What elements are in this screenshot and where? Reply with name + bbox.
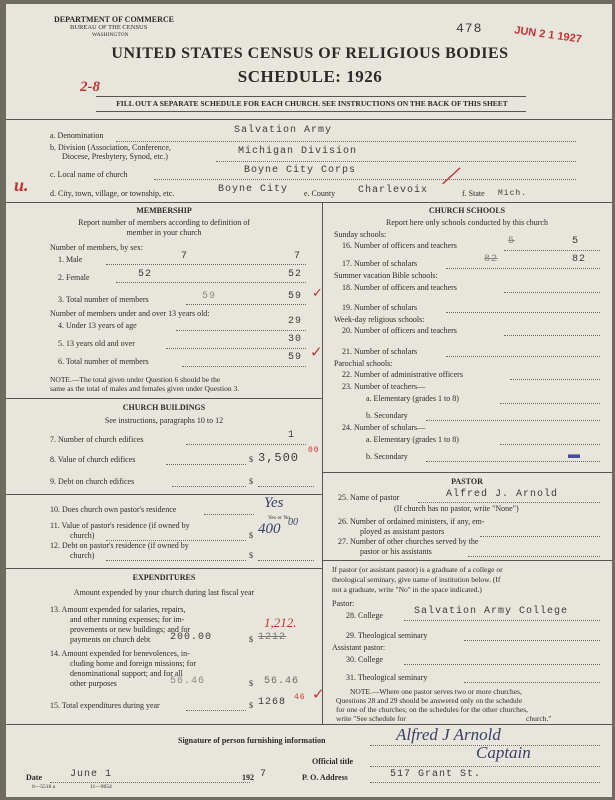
pastor-note-5: church."	[526, 714, 552, 723]
q16-b: 5	[572, 236, 580, 247]
q13-a: 200.00	[170, 632, 213, 643]
q10-hint: Yes or No	[268, 515, 291, 521]
grad-instr-1: If pastor (or assistant pastor) is a graduate of a college or	[332, 565, 503, 574]
state-label: f. State	[462, 189, 485, 198]
q25-label: 25. Name of pastor	[338, 493, 400, 502]
q30-label: 30. College	[346, 655, 383, 664]
q13-b: 1212	[258, 632, 287, 643]
buildings-heading: CHURCH BUILDINGS	[122, 403, 206, 412]
q1-b: 7	[294, 251, 302, 262]
q28-value: Salvation Army College	[414, 606, 569, 617]
denomination-value: Salvation Army	[234, 125, 333, 136]
q6-value: 59	[288, 352, 303, 363]
census-schedule-form: DEPARTMENT OF COMMERCE BUREAU OF THE CENSUS WASHINGTON 478 JUN 2 1 1927 UNITED STATES CENSUS OF RELIGIOUS BODIES SCHEDULE: 1926 2-8 FILL OUT A SEPARATE SCHEDULE FOR EACH CHURCH. SEE INSTRUCTIONS ON THE BACK OF THIS SHEET a. Denomination Salvation Army b. Division (Association, Conference, Diocese, Presbytery, Synod, etc.) Michigan Division c. Local name of church Boyne City Corps u. d. City, town, village, or township, etc. Boyne City e. County Charlevoix ╱ f. State Mich. MEMBERSHIP Report number of members according to definition of member in your church Number of members, by sex: 1. Male 7 7 2. Female 52 52 3. Total number of members 59 59 ✓ Number of members under and over 13 years old: 4. Under 13 years of age 29 5. 13 years old and over 30 6. Total number of members 59 ✓ NOTE.—The total given under Question 6 should be the same as the total of males and females given under Question 3. CHURCH BUILDINGS See instructions, paragraphs 10 to 12 7. Number of church edifices 1 8. Value of church edifices $ 3,500 00 9. Debt on church edifices $ 10. Does church own pastor's residence Yes Yes or No 11. Value of pastor's residence (if owned by church) $ 400 00 12. Debt on pastor's residence (if owned by church) $ EXPENDITURES Amount expended by your church during last fiscal year 13. Amount expended for salaries, repairs, and other running expenses; for im- provements or new buildings; and for payments on church debt 1,212. $ 200.00 1212 14. Amount expended for benevolences, in- cluding home and foreign missions; for denominational support; and for all other purposes 56.46 $ 56.46 15. Total expenditures during year $ 1268 46 ✓ CHURCH SCHOOLS Report here only schools conducted by this church Sunday schools: 16. Number of officers and teachers 5 5 17. Number of scholars 82 82 Summer vacation Bible schools: 18. Number of officers and teachers 19. Number of scholars Week-day religious schools: 20. Number of officers and teachers 21. Number of scholars Parochial schools: 22. Number of administrative officers 23. Number of teachers— a. Elementary (grades 1 to 8) b. Secondary 24. Number of scholars— a. Elementary (grades 1 to 8) b. Secondary ▬ PASTOR 25. Name of pastor Alfred J. Arnold (If church has no pastor, write "None") 26. Number of ordained ministers, if any, em- ployed as assistant pastors 27. Number of other churches served by the pastor or his assistants If pastor (or assistant pastor) is a graduate of a college or theological seminary, give name of institution below. (If not a graduate, write "No" in the space indicated.) Pastor: 28. College Salvation Army College 29. Theological seminary Assistant pastor: 30. College 31. Theological seminary NOTE.—Where one pastor serves two or more churches, Questions 28 and 29 should be answered only on the schedule for one of the churches; on the schedules for the other churches, write "See schedule for church." Signature of person furnishing information Alfred J Arnold Official title Captain Date June 1 192 7 6—5518 a 11—9654 P. O. Address 517 Grant St.	[6, 4, 612, 797]
year-prefix: 192	[242, 773, 254, 782]
q13-l4: payments on church debt	[70, 635, 151, 644]
q25-hint: (If church has no pastor, write "None")	[394, 504, 519, 513]
pastor-note-3: for one of the churches; on the schedules for the other churches,	[336, 705, 529, 714]
q28-label: 28. College	[346, 611, 383, 620]
q8-label: 8. Value of church edifices	[50, 455, 136, 464]
bureau-name: BUREAU OF THE CENSUS	[70, 24, 148, 31]
q15-value: 1268	[258, 697, 287, 708]
q3-b: 59	[288, 291, 303, 302]
q23a-label: a. Elementary (grades 1 to 8)	[366, 394, 459, 403]
denomination-label: a. Denomination	[50, 131, 104, 140]
pastor-note-2: Questions 28 and 29 should be answered only on the schedule	[336, 696, 523, 705]
q17-a: 82	[484, 254, 499, 265]
grad-instr-2: theological seminary, give name of institution below. (If	[332, 575, 501, 584]
received-stamp: JUN 2 1 1927	[513, 24, 583, 46]
po-address-value: 517 Grant St.	[390, 769, 482, 780]
q17-b: 82	[572, 254, 587, 265]
q23b-label: b. Secondary	[366, 411, 408, 420]
q22-label: 22. Number of administrative officers	[342, 370, 463, 379]
city-label: d. City, town, village, or township, etc.	[50, 189, 175, 198]
division-label-1: b. Division (Association, Conference,	[50, 143, 171, 152]
q2-b: 52	[288, 269, 303, 280]
assistant-label: Assistant pastor:	[332, 643, 386, 652]
q14-l3: denominational support; and for all	[70, 669, 183, 678]
form-number: 478	[456, 21, 483, 36]
q24a-label: a. Elementary (grades 1 to 8)	[366, 435, 459, 444]
weekday-label: Week-day religious schools:	[334, 315, 425, 324]
q25-value: Alfred J. Arnold	[446, 489, 559, 500]
signature-label: Signature of person furnishing information	[178, 736, 326, 745]
q11-cents: 00	[288, 517, 298, 528]
date-label: Date	[26, 773, 42, 782]
q3-label: 3. Total number of members	[58, 295, 149, 304]
q15-cents: 46	[294, 693, 306, 702]
q4-value: 29	[288, 316, 303, 327]
county-value: Charlevoix	[358, 185, 429, 196]
q26-l1: 26. Number of ordained ministers, if any, em-	[338, 517, 485, 526]
official-title-value: Captain	[476, 743, 531, 762]
dept-name: DEPARTMENT OF COMMERCE	[54, 15, 175, 24]
q24b-label: b. Secondary	[366, 452, 408, 461]
q2-label: 2. Female	[58, 273, 90, 282]
schools-heading: CHURCH SCHOOLS	[428, 206, 506, 215]
q9-label: 9. Debt on church edifices	[50, 477, 135, 486]
q16-label: 16. Number of officers and teachers	[342, 241, 457, 250]
u-mark: u.	[14, 175, 29, 195]
q10-label: 10. Does church own pastor's residence	[50, 505, 177, 514]
membership-instr-2: member in your church	[126, 228, 202, 237]
division-value: Michigan Division	[238, 146, 358, 157]
q13-l3: provements or new buildings; and for	[70, 625, 191, 634]
q8-value: 3,500	[258, 451, 300, 465]
q24-label: 24. Number of scholars—	[342, 423, 426, 432]
pastor-note-1: NOTE.—Where one pastor serves two or more churches,	[350, 687, 522, 696]
church-name-value: Boyne City Corps	[244, 165, 357, 176]
q14-b: 56.46	[264, 676, 300, 687]
q5-label: 5. 13 years old and over	[58, 339, 135, 348]
q1-a: 7	[181, 251, 189, 262]
q14-a: 56.46	[170, 676, 206, 687]
q27-l2: pastor or his assistants	[360, 547, 432, 556]
membership-instr-1: Report number of members according to definition of	[78, 218, 250, 227]
q14-l2: cluding home and foreign missions; for	[70, 659, 196, 668]
membership-note-1: NOTE.—The total given under Question 6 should be the	[50, 375, 221, 384]
church-name-label: c. Local name of church	[50, 170, 128, 179]
q13-l1: 13. Amount expended for salaries, repairs,	[50, 605, 186, 614]
q20-label: 20. Number of officers and teachers	[342, 326, 457, 335]
q31-label: 31. Theological seminary	[346, 673, 428, 682]
year-suffix: 7	[260, 769, 268, 780]
q11-value: 400	[258, 521, 281, 537]
buildings-instr: See instructions, paragraphs 10 to 12	[104, 416, 224, 425]
q7-label: 7. Number of church edifices	[50, 435, 144, 444]
state-value: Mich.	[498, 189, 528, 198]
pastor-heading: PASTOR	[451, 477, 483, 486]
schedule-title: SCHEDULE: 1926	[237, 67, 383, 86]
q12-label-2: church)	[70, 551, 95, 560]
grad-instr-3: not a graduate, write "No" in the space indicated.)	[332, 585, 482, 594]
print-code-2: 11—9654	[90, 784, 112, 790]
q15-label: 15. Total expenditures during year	[50, 701, 160, 710]
city-value: Boyne City	[218, 184, 289, 195]
q11-label-1: 11. Value of pastor's residence (if owned by	[50, 521, 190, 530]
q14-l4: other purposes	[70, 679, 117, 688]
q14-l1: 14. Amount expended for benevolences, in-	[50, 649, 190, 658]
membership-heading: MEMBERSHIP	[136, 206, 192, 215]
q2-a: 52	[138, 269, 153, 280]
sunday-label: Sunday schools:	[334, 230, 387, 239]
q7-value: 1	[288, 430, 296, 441]
by-sex-label: Number of members, by sex:	[50, 243, 144, 252]
q16-a: 5	[508, 236, 516, 247]
expenditures-instr: Amount expended by your church during last fiscal year	[73, 588, 255, 597]
q3-a: 59	[202, 291, 217, 302]
q21-label: 21. Number of scholars	[342, 347, 418, 356]
q19-label: 19. Number of scholars	[342, 303, 418, 312]
po-address-label: P. O. Address	[302, 773, 348, 782]
schools-instr: Report here only schools conducted by this church	[386, 218, 548, 227]
official-title-label: Official title	[312, 757, 354, 766]
q4-label: 4. Under 13 years of age	[58, 321, 137, 330]
q12-label-1: 12. Debt on pastor's residence (if owned by	[50, 541, 189, 550]
q23-label: 23. Number of teachers—	[342, 382, 426, 391]
q13-l2: and other running expenses; for im-	[70, 615, 185, 624]
bureau-city: WASHINGTON	[92, 32, 129, 38]
vacation-label: Summer vacation Bible schools:	[334, 271, 438, 280]
q10-value: Yes	[264, 495, 284, 511]
parochial-label: Parochial schools:	[334, 359, 393, 368]
q13-red-total: 1,212.	[264, 615, 297, 630]
print-code: 6—5518 a	[32, 784, 56, 790]
q18-label: 18. Number of officers and teachers	[342, 283, 457, 292]
q6-label: 6. Total number of members	[58, 357, 149, 366]
q8-cents: 00	[308, 446, 320, 455]
form-instruction: FILL OUT A SEPARATE SCHEDULE FOR EACH CHURCH. SEE INSTRUCTIONS ON THE BACK OF THIS SHEET	[116, 99, 508, 108]
q26-l2: ployed as assistant pastors	[360, 527, 445, 536]
age-label: Number of members under and over 13 years old:	[50, 309, 210, 318]
pastor-sub-label: Pastor:	[332, 599, 355, 608]
signature-value: Alfred J Arnold	[396, 725, 501, 744]
q1-label: 1. Male	[58, 255, 83, 264]
q11-label-2: church)	[70, 531, 95, 540]
form-title: UNITED STATES CENSUS OF RELIGIOUS BODIES	[111, 45, 509, 62]
division-label-2: Diocese, Presbytery, Synod, etc.)	[62, 152, 168, 161]
membership-note-2: same as the total of males and females given under Question 3.	[50, 384, 240, 393]
red-mark: 2-8	[80, 79, 100, 95]
q5-value: 30	[288, 334, 303, 345]
county-label: e. County	[304, 189, 336, 198]
date-value: June 1	[70, 769, 113, 780]
q29-label: 29. Theological seminary	[346, 631, 428, 640]
expenditures-heading: EXPENDITURES	[132, 573, 196, 582]
q17-label: 17. Number of scholars	[342, 259, 418, 268]
pastor-note-4: write "See schedule for	[336, 714, 406, 723]
q27-l1: 27. Number of other churches served by the	[338, 537, 479, 546]
